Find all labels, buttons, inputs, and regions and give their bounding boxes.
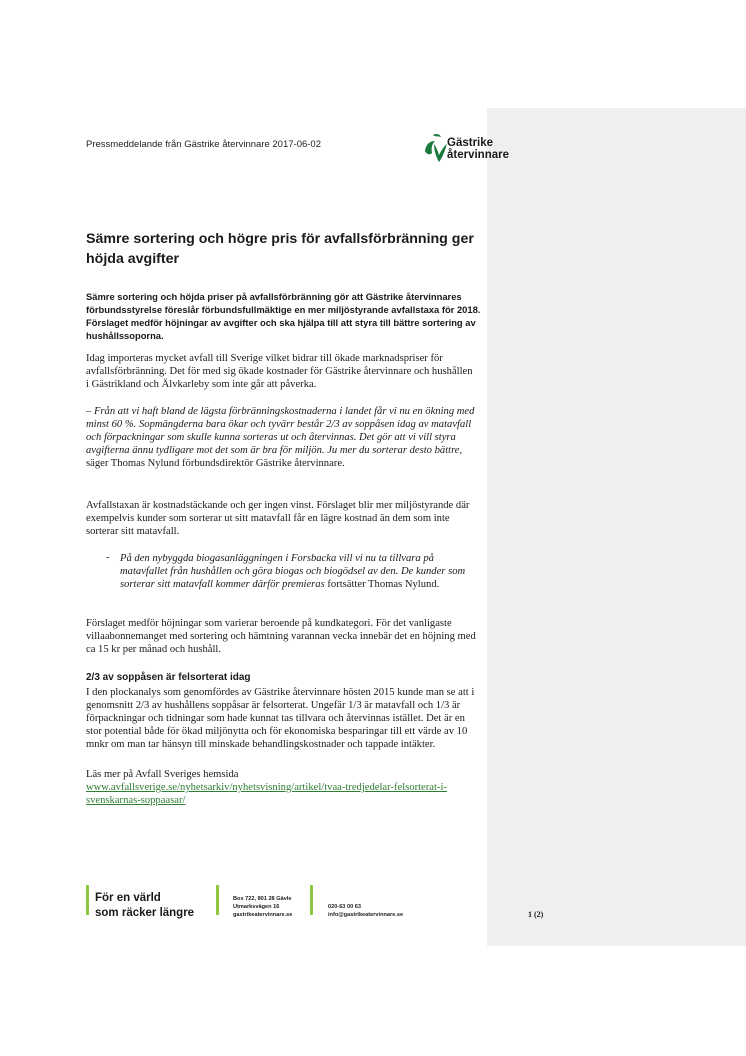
logo-wordmark	[447, 137, 509, 161]
link-paragraph	[86, 781, 456, 807]
bullet-marker: -	[106, 552, 110, 563]
footer-divider-1	[86, 885, 89, 915]
press-release-line: Pressmeddelande från Gästrike återvinnare 2017-06-02	[86, 139, 321, 150]
footer-divider-3	[310, 885, 313, 915]
quote-italic: – Från att vi haft bland de lägsta förbränningskostnaderna i landet får vi nu en ökning med minst 60 %. Sopmängderna bara ökar och tyvärr består 2/3 av soppåsen idag av matavfall och förpackningar som skulle kunna sorteras ut och återvinnas. Det gör att vi vill styra avgifterna ännu tydligare mot det som är bra för miljön. Ju mer du sorterar desto bättre,	[86, 406, 475, 456]
paragraph-2	[86, 405, 478, 470]
logo-line-2: återvinnare	[447, 149, 510, 161]
page-title: Sämre sortering och högre pris för avfallsförbränning ger höjda avgifter	[86, 231, 474, 267]
quote-attribution: säger Thomas Nylund förbundsdirektör Gästrike återvinnare.	[86, 458, 345, 469]
right-gray-margin	[487, 108, 746, 946]
address-line-1: Box 722, 801 28 Gävle	[233, 896, 292, 902]
paragraph-1: Idag importeras mycket avfall till Sverige vilket bidrar till ökade marknadspriser för avfallsförbränning. Det för med sig ökade kostnader för Gästrike återvinnare och hushållen i Gästrikland och Älvkarleby som inte går att påverka.	[86, 353, 473, 390]
lead-paragraph: Sämre sortering och höjda priser på avfallsförbränning gör att Gästrike återvinnares förbundsstyrelse föreslår förbundsfullmäktige en mer miljöstyrande avfallstaxa för 2018. Förslaget medför höjningar av avgifter och ska hjälpa till att styra till bättre sortering av hushållssoporna.	[86, 291, 481, 341]
slogan-line-2: som räcker längre	[95, 907, 195, 919]
footer-contact	[328, 903, 403, 919]
footer-divider-2	[216, 885, 219, 915]
footer-address	[233, 895, 292, 919]
address-line-3: gastrikeatervinnare.se	[233, 912, 293, 918]
slogan-line-1: För en värld	[95, 892, 161, 904]
paragraph-3: Avfallstaxan är kostnadstäckande och ger ingen vinst. Förslaget blir mer miljöstyrande där exempelvis kunder som sorterar ut sitt matavfall får en lägre kostnad än dem som inte sorterar sitt matavfall.	[86, 500, 470, 537]
footer-slogan	[95, 891, 194, 921]
bullet-paragraph	[120, 552, 470, 591]
paragraph-4: Förslaget medför höjningar som varierar beroende på kundkategori. För det vanligaste villaabonnemanget med sortering och hämtning varannan vecka innebär det en höjning med ca 15 kr per månad och hushåll.	[86, 618, 476, 655]
logo-mark-icon	[424, 133, 448, 163]
address-line-2: Utmarksvägen 16	[233, 904, 280, 910]
footer-phone: 020-63 00 63	[328, 904, 361, 910]
bullet-italic: På den nybyggda biogasanläggningen i Forsbacka vill vi nu ta tillvara på matavfallet från hushållen och göra biogas och biogödsel av den. De kunder som sorterar sitt matavfall kommer därför premieras	[120, 553, 466, 590]
section-heading: 2/3 av soppåsen är felsorterat idag	[86, 672, 251, 683]
read-more-text: Läs mer på Avfall Sveriges hemsida	[86, 769, 239, 780]
logo-line-1: Gästrike	[447, 137, 494, 149]
footer-email: info@gastrikeatervinnare.se	[328, 912, 404, 918]
bullet-attribution: fortsätter Thomas Nylund.	[324, 579, 440, 590]
avfall-sverige-link[interactable]: www.avfallsverige.se/nyhetsarkiv/nyhetsvisning/artikel/tvaa-tredjedelar-felsorterat-i-svenskarnas-soppaasar/	[86, 782, 447, 806]
paragraph-5: I den plockanalys som genomfördes av Gästrike återvinnare hösten 2015 kunde man se att i genomsnitt 2/3 av hushållens soppåsar är felsorterat. Ungefär 1/3 är matavfall och 1/3 är förpackningar och tidningar som hade kunnat tas tillvara och återvinnas istället. Det är en stor potential både för ökad miljönytta och för ekonomiska besparingar till ett värde av 10 mnkr om man tar hänsyn till minskade behandlingskostnader och tappade intäkter.	[86, 687, 475, 750]
page-number: 1 (2)	[528, 910, 544, 919]
company-logo	[424, 133, 564, 173]
